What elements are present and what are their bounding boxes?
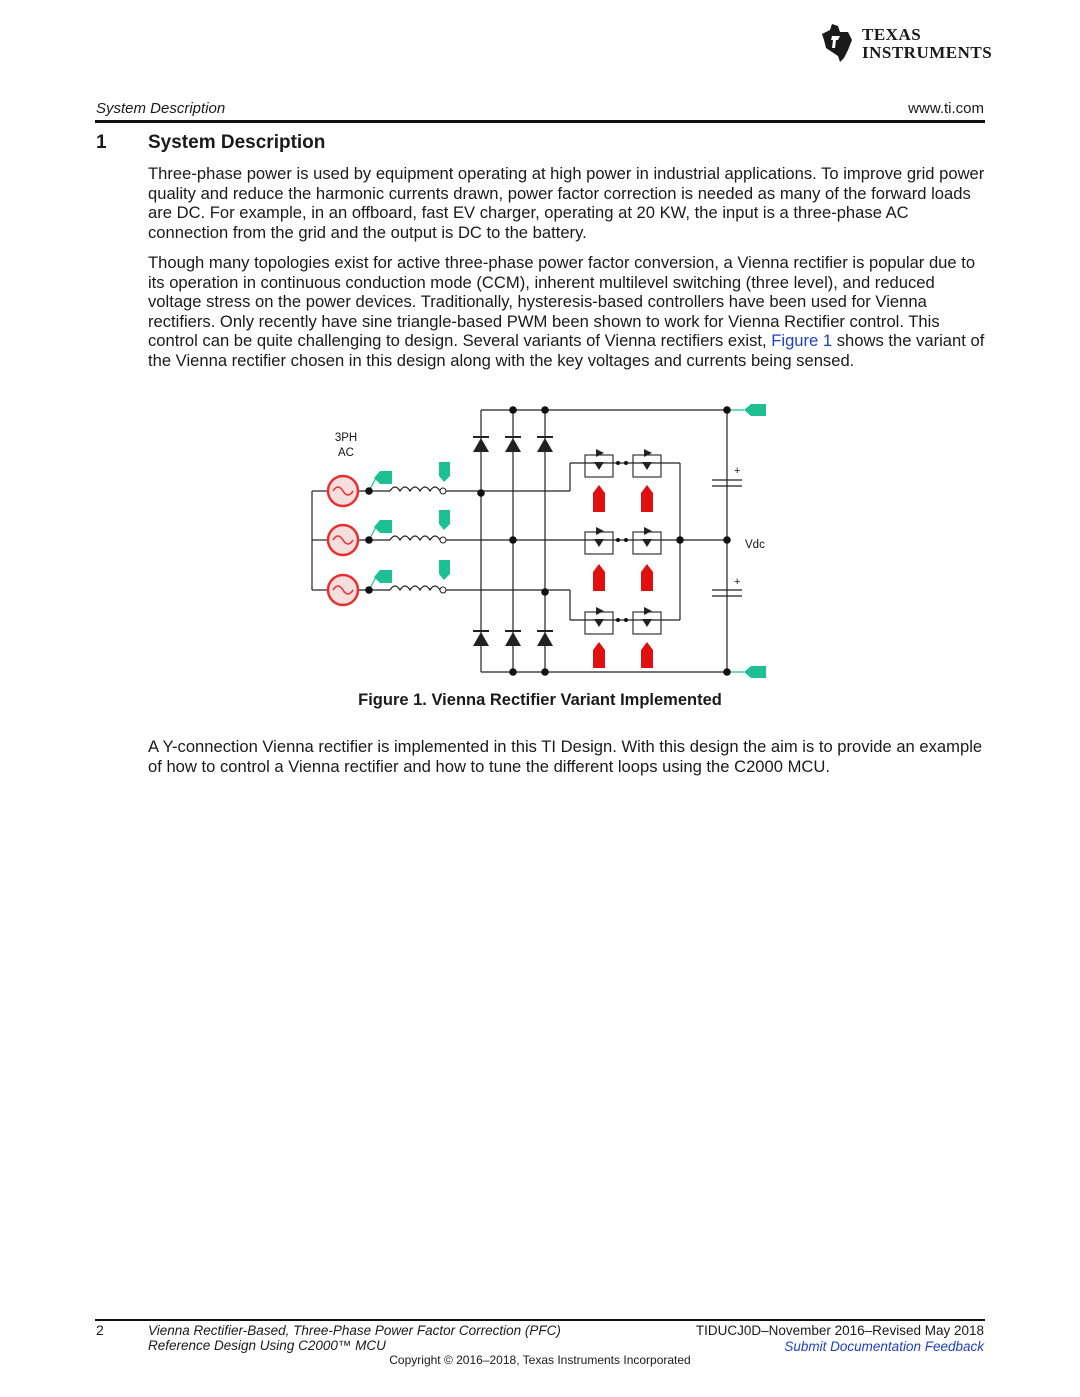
paragraph-y-connection: A Y-connection Vienna rectifier is implemented in this TI Design. With this design the aim is to provide an example of how to control a Vienna rectifier and how to tune the different loops using the C2000 MCU. bbox=[148, 737, 983, 776]
section-number: 1 bbox=[96, 132, 107, 153]
footer-title-line: Vienna Rectifier-Based, Three-Phase Power Factor Correction (PFC) bbox=[148, 1323, 561, 1338]
paragraph-topologies bbox=[148, 253, 986, 371]
logo-line2: INSTRUMENTS bbox=[862, 43, 993, 62]
paragraph-intro: Three-phase power is used by equipment operating at high power in industrial applications. To improve grid power quality and reduce the harmonic currents drawn, power factor correction is needed as many of the forward loads are DC. For example, in an offboard, fast EV charger, operating at 20 KW, the input is a three-phase AC connection from the grid and the output is DC to the battery. bbox=[148, 164, 985, 242]
paragraph-text: shows the variant of the Vienna rectifier chosen in this design along with the key voltages and currents being sensed. bbox=[148, 331, 985, 370]
vienna-rectifier-schematic bbox=[300, 395, 780, 685]
vdc-label: Vdc bbox=[745, 539, 765, 551]
source-label: 3PH bbox=[334, 432, 358, 444]
running-header-title: System Description bbox=[96, 100, 226, 117]
copyright: Copyright © 2016–2018, Texas Instruments Incorporated bbox=[389, 1353, 691, 1367]
logo-line1: TEXAS bbox=[862, 25, 922, 44]
logo-wordmark bbox=[862, 26, 992, 62]
figure-caption: Figure 1. Vienna Rectifier Variant Implemented bbox=[358, 691, 722, 709]
footer-doc-info bbox=[696, 1323, 984, 1355]
page-number: 2 bbox=[96, 1322, 104, 1338]
paragraph-text: Though many topologies exist for active three-phase power factor conversion, a Vienna rectifier is popular due to its operation in continuous conduction mode (CCM), inherent multilevel switching (three level), and reduced voltage stress on the power devices. Traditionally, hysteresis-based controllers have been used for Vienna rectifiers. Only recently have sine triangle-based PWM been shown to work for Vienna Rectifier control. This control can be quite challenging to design. Several variants of Vienna rectifiers exist, bbox=[148, 253, 976, 351]
capacitor-plus-label: + bbox=[734, 576, 741, 588]
header-rule bbox=[95, 120, 985, 123]
capacitor-plus-label: + bbox=[734, 465, 741, 477]
figure-link[interactable]: Figure 1 bbox=[771, 331, 833, 351]
feedback-link[interactable]: Submit Documentation Feedback bbox=[784, 1339, 984, 1354]
footer-document-title bbox=[148, 1323, 561, 1353]
section-title: System Description bbox=[148, 132, 326, 153]
header-url[interactable]: www.ti.com bbox=[908, 100, 984, 117]
footer-title-line: Reference Design Using C2000™ MCU bbox=[148, 1338, 386, 1353]
source-label: AC bbox=[338, 447, 354, 459]
footer-rule bbox=[95, 1319, 985, 1321]
footer-doc-id: TIDUCJ0D–November 2016–Revised May 2018 bbox=[695, 1323, 984, 1338]
